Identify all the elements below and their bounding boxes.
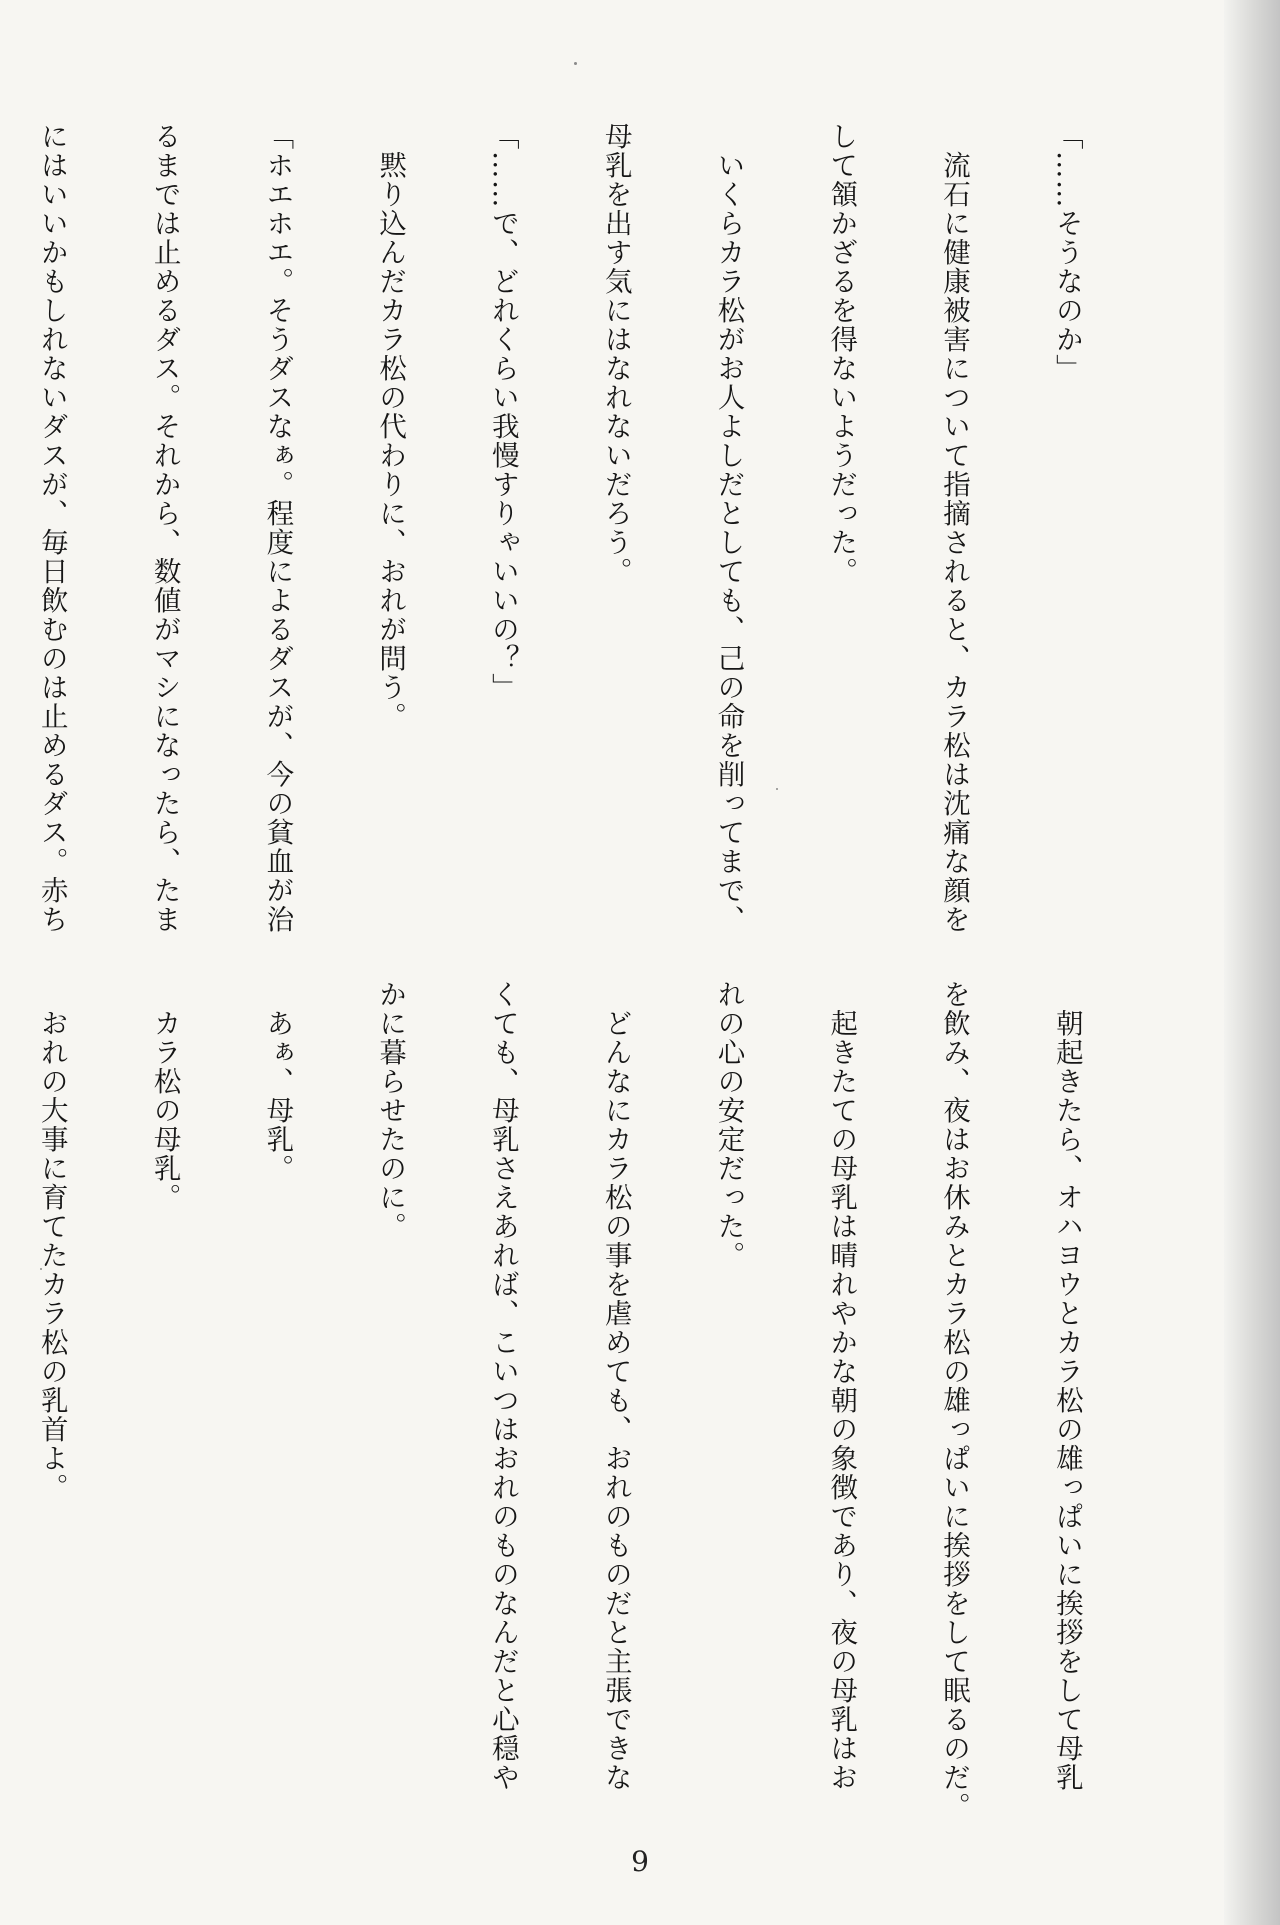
text-line: おれの大事に育てたカラ松の乳首よ。 — [35, 980, 68, 1502]
text-line: 「……そうなのか」 — [1050, 122, 1083, 383]
text-line: 母乳を出す気にはなれないだろう。 — [599, 122, 632, 586]
text-line: 朝起きたら、オハヨウとカラ松の雄っぱいに挨拶をして母乳 — [1050, 980, 1083, 1792]
text-line: あぁ、母乳。 — [261, 980, 294, 1183]
text-line: るまでは止めるダス。それから、数値がマシになったら、たま — [148, 122, 181, 934]
text-line: して頷かざるを得ないようだった。 — [825, 122, 858, 586]
page-edge-shadow — [1224, 0, 1280, 1925]
text-line: かに暮らせたのに。 — [374, 980, 407, 1241]
text-line: 起きたての母乳は晴れやかな朝の象徴であり、夜の母乳はお — [825, 980, 858, 1792]
text-line: 「……で、どれくらい我慢すりゃいいの？」 — [486, 122, 519, 702]
text-line: を飲み、夜はお休みとカラ松の雄っぱいに挨拶をして眠るのだ。 — [938, 980, 971, 1821]
text-line: どんなにカラ松の事を虐めても、おれのものだと主張できな — [599, 980, 632, 1792]
text-line: れの心の安定だった。 — [712, 980, 745, 1270]
text-line: 黙り込んだカラ松の代わりに、おれが問う。 — [374, 122, 407, 731]
text-block-top — [35, 122, 1160, 952]
text-line: にはいいかもしれないダスが、毎日飲むのは止めるダス。赤ち — [35, 122, 68, 934]
text-line: 流石に健康被害について指摘されると、カラ松は沈痛な顔を — [938, 122, 971, 934]
text-block-bottom — [35, 980, 1160, 1821]
page-number: 9 — [631, 1845, 649, 1878]
paper-speck — [574, 62, 577, 65]
text-line: 「ホエホエ。そうダスなぁ。程度によるダスが、今の貧血が治 — [261, 122, 294, 934]
text-line: カラ松の母乳。 — [148, 980, 181, 1212]
text-line: いくらカラ松がお人よしだとしても、己の命を削ってまで、 — [712, 122, 745, 934]
text-line: くても、母乳さえあれば、こいつはおれのものなんだと心穏や — [486, 980, 519, 1792]
